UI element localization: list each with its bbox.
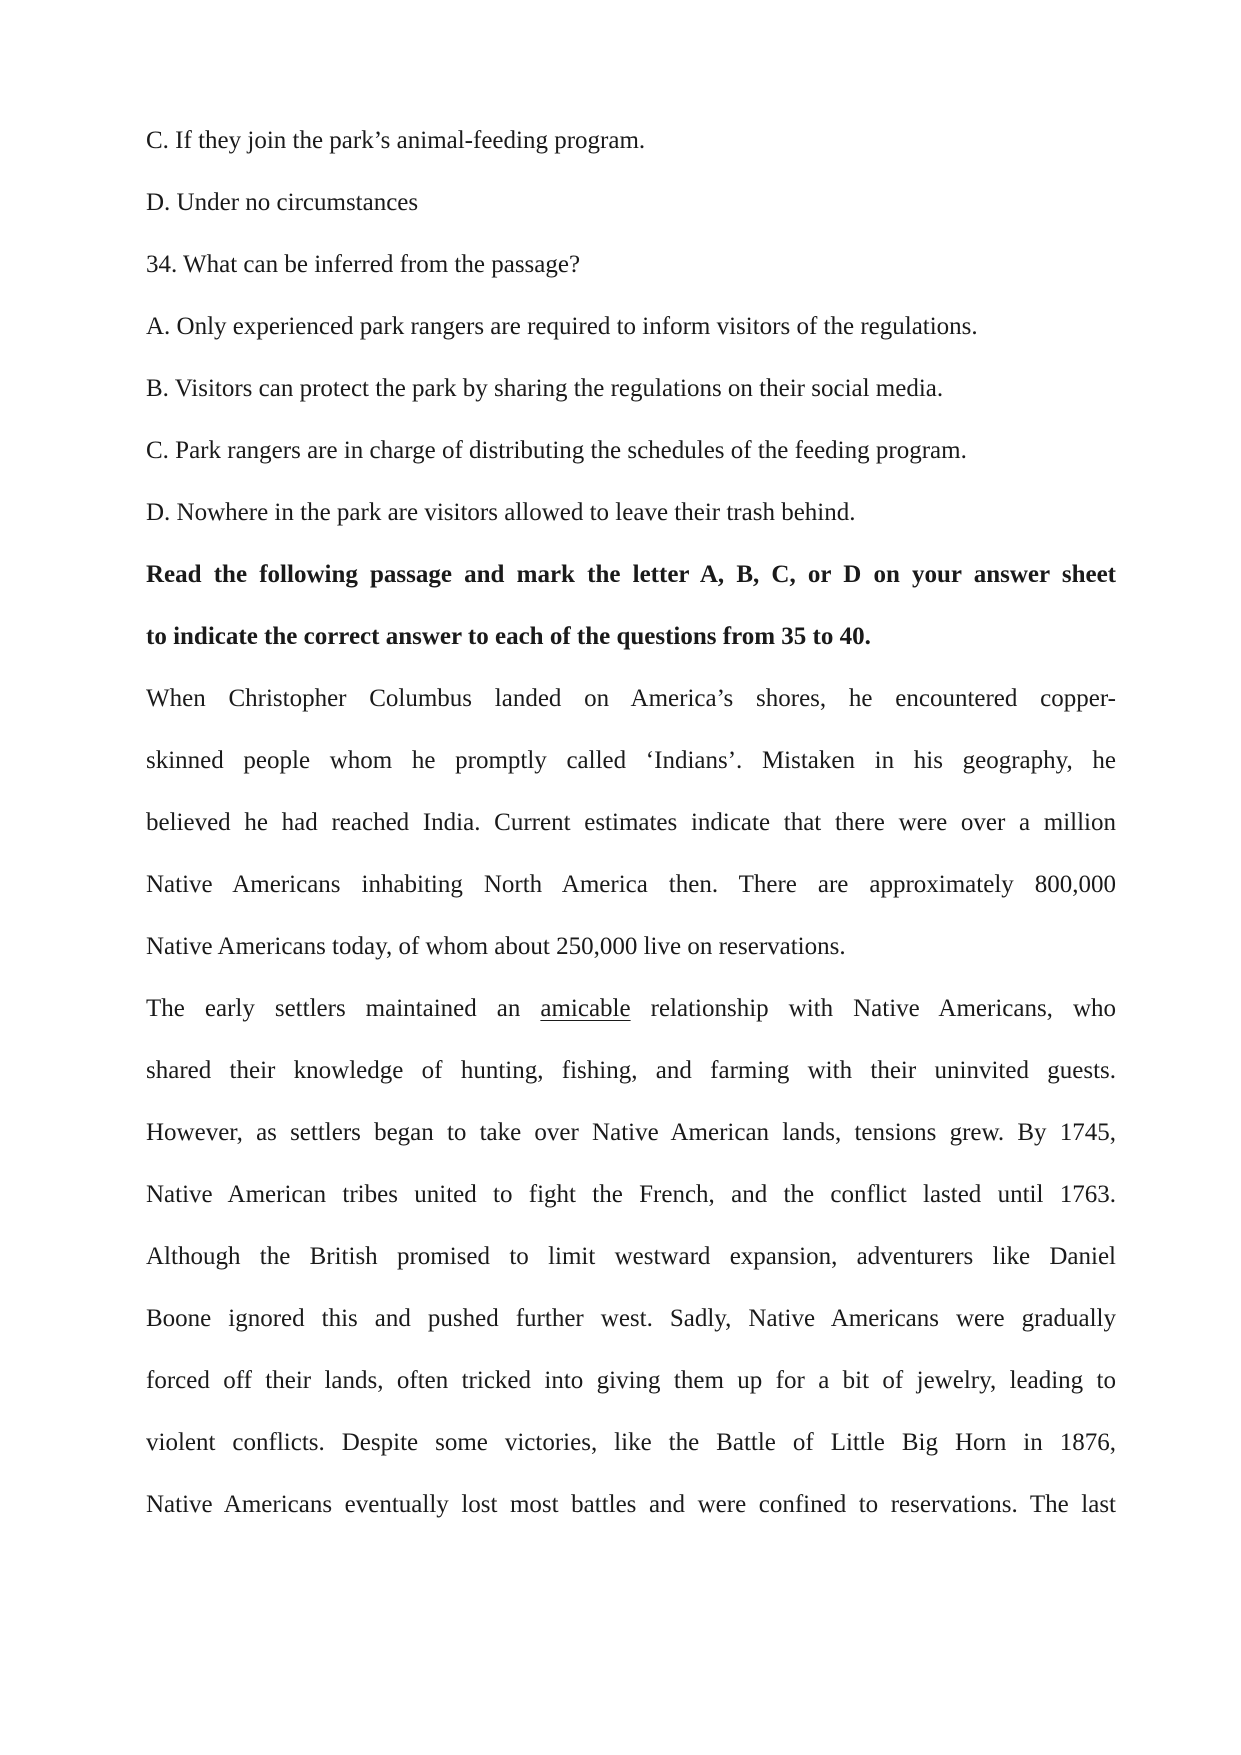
instruction-line-2: to indicate the correct answer to each of the questions from 35 to 40. — [146, 623, 871, 650]
q34-option-b: B. Visitors can protect the park by sharing the regulations on their social media. — [146, 375, 944, 402]
passage-p2-line: Native Americans eventually lost most battles and were confined to reservations. The last — [146, 1491, 1116, 1518]
passage-p2-first-line — [146, 978, 1116, 1040]
passage-p1-line: When Christopher Columbus landed on America’s shores, he encountered copper- — [146, 685, 1116, 712]
q33-option-d: D. Under no circumstances — [146, 189, 419, 216]
q34-option-c: C. Park rangers are in charge of distributing the schedules of the feeding program. — [146, 437, 967, 464]
q33-option-c: C. If they join the park’s animal-feeding program. — [146, 127, 646, 154]
passage-p1-line: Native Americans today, of whom about 250,000 live on reservations. — [146, 933, 846, 960]
passage-p2-after: relationship with Native Americans, who — [630, 995, 1116, 1022]
passage-p2-line: shared their knowledge of hunting, fishing, and farming with their uninvited guests. — [146, 1057, 1116, 1084]
q34-option-d: D. Nowhere in the park are visitors allowed to leave their trash behind. — [146, 499, 856, 526]
passage-p2-line: forced off their lands, often tricked into giving them up for a bit of jewelry, leading to — [146, 1367, 1116, 1394]
underlined-word-amicable: amicable — [540, 995, 631, 1022]
passage-p2-line: Native American tribes united to fight the French, and the conflict lasted until 1763. — [146, 1181, 1116, 1208]
passage-p2-line: Although the British promised to limit westward expansion, adventurers like Daniel — [146, 1243, 1116, 1270]
q34-option-a: A. Only experienced park rangers are required to inform visitors of the regulations. — [146, 313, 978, 340]
instruction-line-1: Read the following passage and mark the letter A, B, C, or D on your answer sheet — [146, 561, 1116, 588]
passage-p1-line: Native Americans inhabiting North America then. There are approximately 800,000 — [146, 871, 1116, 898]
passage-p2-line: violent conflicts. Despite some victories, like the Battle of Little Big Horn in 1876, — [146, 1429, 1116, 1456]
passage-p2-line: However, as settlers began to take over Native American lands, tensions grew. By 1745, — [146, 1119, 1116, 1146]
passage-p2-before: The early settlers maintained an — [146, 995, 541, 1022]
q34-stem: 34. What can be inferred from the passage? — [146, 251, 581, 278]
document-page — [146, 110, 1116, 1536]
passage-p1-line: skinned people whom he promptly called ‘Indians’. Mistaken in his geography, he — [146, 747, 1116, 774]
passage-p2-line: Boone ignored this and pushed further west. Sadly, Native Americans were gradually — [146, 1305, 1116, 1332]
passage-p1-line: believed he had reached India. Current estimates indicate that there were over a million — [146, 809, 1116, 836]
